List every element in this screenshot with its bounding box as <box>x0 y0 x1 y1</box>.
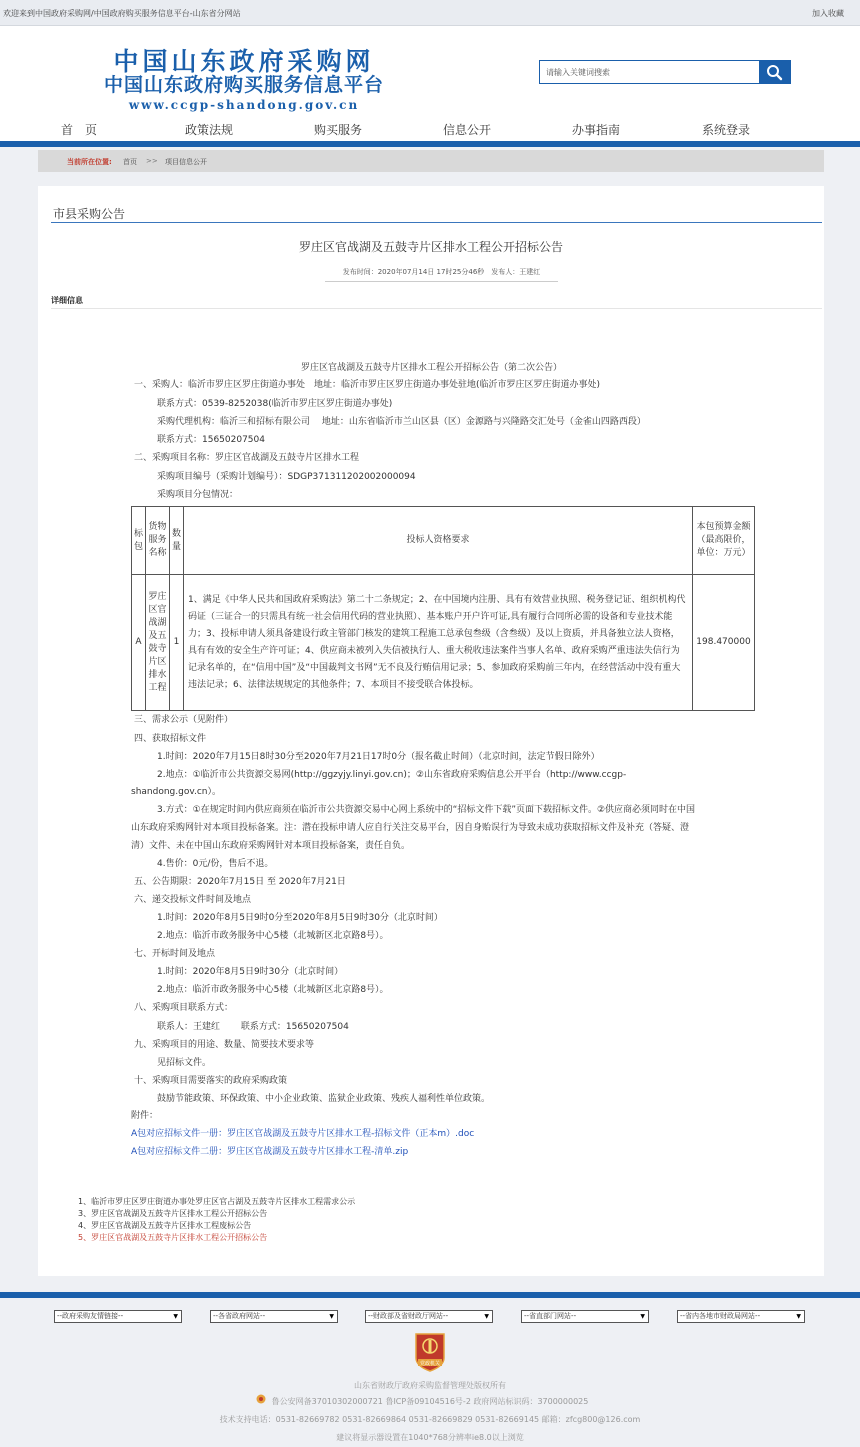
table-header: 投标人资格要求 <box>184 507 693 575</box>
notice-line: 鼓励节能政策、环保政策、中小企业政策、监狱企业政策、残疾人福利性单位政策。 <box>157 1094 491 1104</box>
name-cell: 罗庄区官战湖及五鼓寺片区排水工程 <box>146 575 170 711</box>
notice-line: 山东政府采购网针对本项目投标备案。注：潜在投标申请人应自行关注交易平台，因自身贻误行为导致未成功获取招标文件及补充（答疑、澄 <box>131 823 690 833</box>
content-card <box>38 186 824 1276</box>
attachment-link[interactable]: A包对应招标文件一册：罗庄区官战湖及五鼓寺片区排水工程-招标文件（正本m）.doc <box>131 1129 475 1139</box>
select-value: --各省政府网站-- <box>213 1312 266 1320</box>
requirements-cell: 1、满足《中华人民共和国政府采购法》第二十二条规定；2、在中国境内注册、具有有效营业执照、税务登记证、组织机构代码证（三证合一的只需具有统一社会信用代码的营业执照）、基本账户开户许可证,具有履行合同所必需的设备和专业技术能力；3、投标申请人须具备建设行政主管部门核发的建筑工程施工总承包叁级（含叁级）及以上资质，并具备独立法人资格，具有有效的安全生产许可证；4、供应商未被列入失信被执行人、重大税收违法案件当事人名单、政府采购严重违法失信行为记录名单的，在“信用中国”及“中国裁判文书网”无不良及行贿信用记录；5、参加政府采购前三年内，在经营活动中没有重大违法记录；6、法律法规规定的其他条件；7、本项目不接受联合体投标。 <box>184 575 693 711</box>
notice-line: 见招标文件。 <box>157 1058 212 1068</box>
package-cell: A <box>132 575 146 711</box>
nav-disclosure[interactable]: 信息公开 <box>443 123 492 137</box>
top-bar <box>0 0 860 26</box>
nav-divider <box>0 141 860 147</box>
footer-owner: 山东省财政厅政府采购监督管理处版权所有 <box>354 1381 506 1390</box>
dropdown-arrow-icon: ▼ <box>329 1313 334 1320</box>
related-notice-link-current[interactable]: 5、罗庄区官战湖及五鼓寺片区排水工程公开招标公告 <box>78 1233 268 1242</box>
notice-line: 清）文件、未在中国山东政府采购网针对本项目投标备案，责任自负。 <box>131 841 411 851</box>
section-title: 市县采购公告 <box>53 207 126 221</box>
budget-cell: 198.470000 <box>693 575 755 711</box>
table-header: 数量 <box>170 507 184 575</box>
breadcrumb-current[interactable]: 项目信息公开 <box>165 158 207 166</box>
links-select-provinces[interactable] <box>210 1310 338 1323</box>
links-select-cities[interactable] <box>677 1310 805 1323</box>
footer-support: 技术支持电话：0531-82669782 0531-82669864 0531-82669829 0531-82669145 邮箱：zfcg800@126.com <box>219 1415 641 1424</box>
notice-line: 六、递交投标文件时间及地点 <box>134 895 252 905</box>
qty-cell: 1 <box>170 575 184 711</box>
nav-guide[interactable]: 办事指南 <box>572 123 621 137</box>
welcome-text: 欢迎来到中国政府采购网/中国政府购买服务信息平台-山东省分网站 <box>3 9 241 18</box>
notice-line: 2.地点：临沂市政务服务中心5楼（北城新区北京路8号）。 <box>157 985 389 995</box>
notice-line: 一、采购人：临沂市罗庄区罗庄街道办事处 地址：临沂市罗庄区罗庄街道办事处驻地(临沂市罗庄区罗庄街道办事处) <box>134 380 601 390</box>
section-divider <box>51 222 822 223</box>
related-notice-link[interactable]: 1、临沂市罗庄区罗庄街道办事处罗庄区官占湖及五鼓寺片区排水工程需求公示 <box>78 1197 356 1206</box>
notice-line: 九、采购项目的用途、数量、简要技术要求等 <box>134 1040 315 1050</box>
table-header: 标包 <box>132 507 146 575</box>
notice-line: 三、需求公示（见附件） <box>134 715 234 725</box>
select-value: --省直部门网站-- <box>524 1312 577 1320</box>
search-box <box>539 60 791 84</box>
dropdown-arrow-icon: ▼ <box>796 1313 801 1320</box>
article-meta: 发布时间：2020年07月14日 17时25分46秒 发布人：王建红 <box>325 264 558 282</box>
logo-url: www.ccgp-shandong.gov.cn <box>128 98 360 112</box>
notice-line: 联系方式：0539-8252038(临沂市罗庄区罗庄街道办事处) <box>157 399 393 409</box>
links-select-gov-procurement[interactable] <box>54 1310 182 1323</box>
main-nav <box>0 116 860 142</box>
notice-line: 五、公告期限：2020年7月15日 至 2020年7月21日 <box>134 877 346 887</box>
nav-login[interactable]: 系统登录 <box>702 123 751 137</box>
attachment-link[interactable]: A包对应招标文件二册：罗庄区官战湖及五鼓寺片区排水工程-清单.zip <box>131 1147 409 1157</box>
dropdown-arrow-icon: ▼ <box>173 1313 178 1320</box>
notice-line: 四、获取招标文件 <box>134 734 207 744</box>
nav-home[interactable]: 首 页 <box>61 123 98 137</box>
logo-line-2: 中国山东政府购买服务信息平台 <box>103 74 384 96</box>
breadcrumb-home[interactable]: 首页 <box>123 158 137 166</box>
detail-label: 详细信息 <box>51 296 83 305</box>
search-button[interactable] <box>759 60 791 84</box>
search-icon <box>766 64 783 81</box>
table-header: 货物服务名称 <box>146 507 170 575</box>
notice-line: 3.方式：①在规定时间内供应商须在临沂市公共资源交易中心网上系统中的“招标文件下载”页面下载招标文件。②供应商必须同时在中国 <box>157 805 696 815</box>
notice-line: 八、采购项目联系方式： <box>134 1003 234 1013</box>
dropdown-arrow-icon: ▼ <box>484 1313 489 1320</box>
notice-line: 2.地点：临沂市政务服务中心5楼（北城新区北京路8号）。 <box>157 931 389 941</box>
notice-line: 联系方式：15650207504 <box>157 435 265 445</box>
select-value: --省内各地市财政局网站-- <box>680 1312 761 1320</box>
notice-line: 十、采购项目需要落实的政府采购政策 <box>134 1076 288 1086</box>
attachments-label: 附件： <box>131 1111 159 1121</box>
table-header: 本包预算金额（最高限价，单位：万元） <box>693 507 755 575</box>
notice-line: 4.售价：0元/份，售后不退。 <box>157 859 274 869</box>
select-value: --政府采购友情链接-- <box>57 1312 124 1320</box>
notice-line: 二、采购项目名称：罗庄区官战湖及五鼓寺片区排水工程 <box>134 453 360 463</box>
article-title: 罗庄区官战湖及五鼓寺片区排水工程公开招标公告 <box>298 240 563 254</box>
footer-icp: 鲁公安网备37010302000721 鲁ICP备09104516号-2 政府网站标识码：3700000025 <box>271 1397 589 1406</box>
nav-services[interactable]: 购买服务 <box>314 123 363 137</box>
add-favorite-link[interactable]: 加入收藏 <box>812 9 844 18</box>
related-notice-link[interactable]: 3、罗庄区官战湖及五鼓寺片区排水工程公开招标公告 <box>78 1209 268 1218</box>
notice-line: 2.地点：①临沂市公共资源交易网(http://ggzyjy.linyi.gov.cn)；②山东省政府采购信息公开平台（http://www.ccgp- <box>157 770 627 780</box>
logo-line-1: 中国山东政府采购网 <box>113 47 375 76</box>
notice-subtitle: 罗庄区官战湖及五鼓寺片区排水工程公开招标公告（第二次公告） <box>301 363 563 373</box>
notice-line: 采购项目编号（采购计划编号）：SDGP371311202002000094 <box>157 472 416 482</box>
notice-line: 联系人：王建红 联系方式：15650207504 <box>157 1022 349 1032</box>
emblem-label: 党政机关 <box>419 1361 441 1367</box>
notice-line: 1.时间：2020年8月5日9时30分（北京时间） <box>157 967 344 977</box>
table-row <box>132 575 755 711</box>
site-footer <box>0 1298 860 1447</box>
dropdown-arrow-icon: ▼ <box>640 1313 645 1320</box>
notice-line: 1.时间：2020年8月5日9时0分至2020年8月5日9时30分（北京时间） <box>157 913 443 923</box>
breadcrumb-label: 当前所在位置: <box>67 158 112 166</box>
notice-line: 采购代理机构：临沂三和招标有限公司 地址：山东省临沂市兰山区县（区）金源路与兴隆路交汇处号（金雀山四路西段） <box>157 417 646 427</box>
notice-line: shandong.gov.cn）。 <box>131 787 221 797</box>
package-table <box>131 506 755 711</box>
related-notice-link[interactable]: 4、罗庄区官战湖及五鼓寺片区排水工程废标公告 <box>78 1221 252 1230</box>
notice-line: 七、开标时间及地点 <box>134 949 216 959</box>
links-select-departments[interactable] <box>521 1310 649 1323</box>
table-header-row <box>132 507 755 575</box>
select-value: --财政部及省财政厅网站-- <box>368 1312 449 1320</box>
search-input[interactable] <box>539 60 759 84</box>
detail-divider <box>51 308 822 309</box>
party-gov-emblem-icon[interactable] <box>412 1332 448 1372</box>
links-select-finance[interactable] <box>365 1310 493 1323</box>
footer-resolution-tip: 建议将显示器设置在1040*768分辨率ie8.0以上浏览 <box>336 1433 524 1442</box>
nav-policies[interactable]: 政策法规 <box>185 123 234 137</box>
notice-line: 采购项目分包情况： <box>157 490 239 500</box>
site-logo[interactable] <box>74 42 414 124</box>
breadcrumb-separator: >> <box>146 157 158 165</box>
notice-line: 1.时间：2020年7月15日8时30分至2020年7月21日17时0分（报名截止时间）（北京时间，法定节假日除外） <box>157 752 600 762</box>
site-header <box>0 26 860 147</box>
breadcrumb <box>38 150 824 172</box>
